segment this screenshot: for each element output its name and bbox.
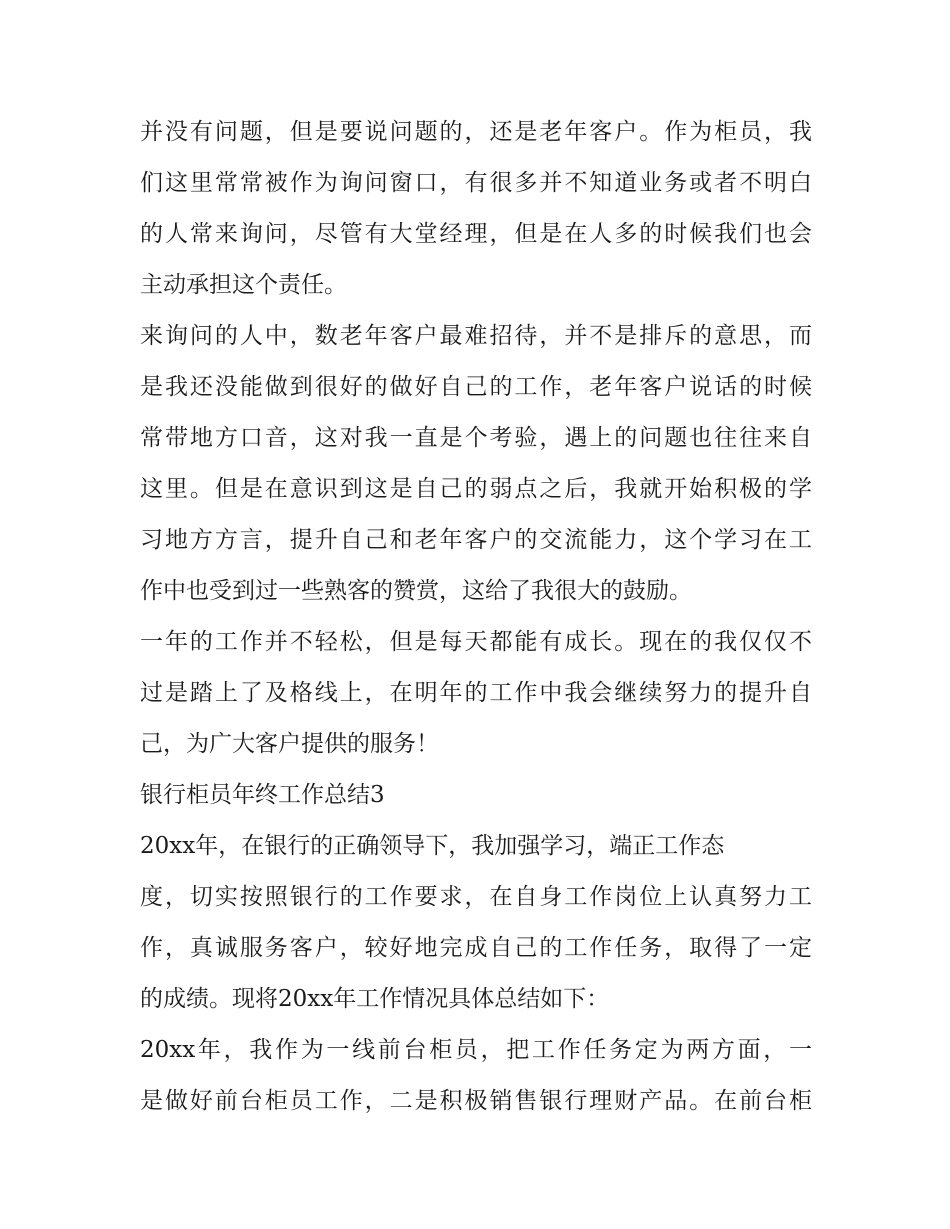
text-line: 们这里常常被作为询问窗口，有很多并不知道业务或者不明白 [140,170,812,196]
text-line: 作中也受到过一些熟客的赞赏，这给了我很大的鼓励。 [140,578,692,604]
text-line: 一年的工作并不轻松，但是每天都能有成长。现在的我仅仅不 [140,629,812,655]
section-heading: 银行柜员年终工作总结3 [140,782,385,808]
text-line: 20xx年，在银行的正确领导下，我加强学习，端正工作态 [140,833,725,859]
text-line: 常带地方口音，这对我一直是个考验，遇上的问题也往往来自 [140,425,812,451]
text-line: 是我还没能做到很好的做好自己的工作，老年客户说话的时候 [140,374,812,400]
text-line: 这里。但是在意识到这是自己的弱点之后，我就开始积极的学 [140,476,812,502]
text-line: 的成绩。现将20xx年工作情况具体总结如下： [140,986,610,1012]
text-line: 主动承担这个责任。 [140,272,347,298]
text-line: 习地方方言，提升自己和老年客户的交流能力，这个学习在工 [140,527,812,553]
text-line: 20xx年，我作为一线前台柜员，把工作任务定为两方面，一 [140,1037,812,1063]
text-line: 来询问的人中，数老年客户最难招待，并不是排斥的意思，而 [140,323,812,349]
text-line: 度，切实按照银行的工作要求，在自身工作岗位上认真努力工 [140,884,812,910]
text-line: 是做好前台柜员工作，二是积极销售银行理财产品。在前台柜 [140,1088,812,1114]
text-line: 并没有问题，但是要说问题的，还是老年客户。作为柜员，我 [140,119,812,145]
text-line: 作，真诚服务客户，较好地完成自己的工作任务，取得了一定 [140,935,812,961]
text-line: 己，为广大客户提供的服务！ [140,731,439,757]
text-line: 的人常来询问，尽管有大堂经理，但是在人多的时候我们也会 [140,221,812,247]
text-line: 过是踏上了及格线上，在明年的工作中我会继续努力的提升自 [140,680,812,706]
document-body [140,107,812,1127]
